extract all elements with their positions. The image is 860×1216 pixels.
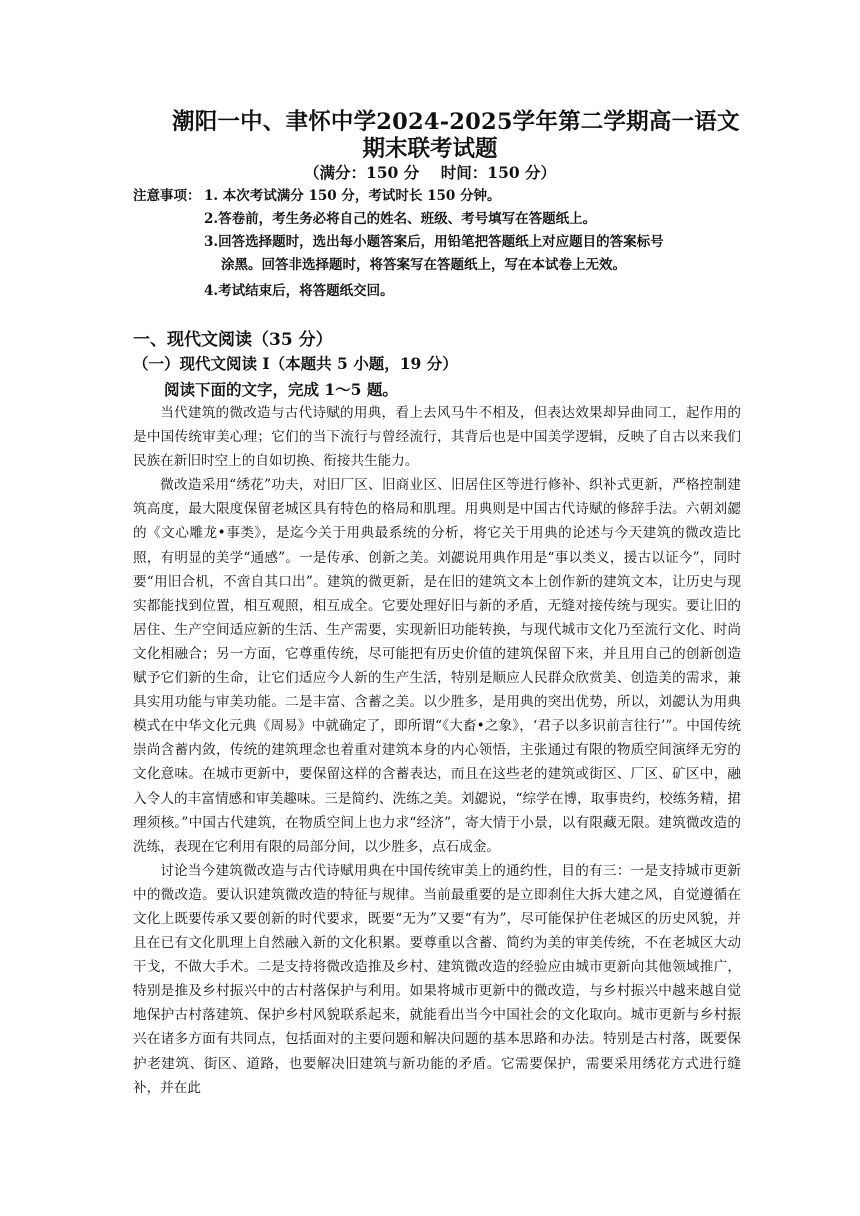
reading-passage [133,401,741,1100]
note-item-3: 3.回答选择题时，选出每小题答案后，用铅笔把答题纸上对应题目的答案标号 [204,234,664,250]
exam-title-line2: 期末联考试题 [362,136,498,162]
passage-paragraph: 当代建筑的微改造与古代诗赋的用典，看上去风马牛不相及，但表达效果却异曲同工，起作用的是中国传统审美心理；它们的当下流行与曾经流行，其背后也是中国美学逻辑，反映了自古以来我们民族在新旧时空上的自如切换、衔接共生能力。 [133,405,741,470]
subsection-heading: （一）现代文阅读 I（本题共 5 小题，19 分） [133,354,458,373]
note-item-4: 4.考试结束后，将答题纸交回。 [204,283,394,299]
section-heading: 一、现代文阅读（35 分） [133,330,333,350]
score-time-info: （满分：150 分 时间：150 分） [303,163,557,182]
passage-paragraph: 讨论当今建筑微改造与古代诗赋用典在中国传统审美上的通约性，目的有三：一是支持城市更新中的微改造。要认识建筑微改造的特征与规律。当前最重要的是立即刹住大拆大建之风，自觉遵循在文化上既要传承又要创新的时代要求，既要“无为”又要“有为”，尽可能保护住老城区的历史风貌，并且在已有文化肌理上自然融入新的文化积累。要尊重以含蓄、简约为美的审美传统，不在老城区大动干戈，不做大手术。二是支持将微改造推及乡村、建筑微改造的经验应由城市更新向其他领域推广，特别是推及乡村振兴中的古村落保护与利用。如果将城市更新中的微改造，与乡村振兴中越来越自觉地保护古村落建筑、保护乡村风貌联系起来，就能看出当今中国社会的文化取向。城市更新与乡村振兴在诸多方面有共同点，包括面对的主要问题和解决问题的基本思路和办法。特别是古村落，既要保护老建筑、街区、道路，也要解决旧建筑与新功能的矛盾。它需要保护，需要采用绣花方式进行缝补，并在此 [133,862,741,1096]
exam-title-line1: 潮阳一中、聿怀中学2024-2025学年第二学期高一语文 [172,109,740,135]
notes-label: 注意事项： [133,188,201,204]
note-item-3-continued: 涂黑。回答非选择题时，将答案写在答题纸上，写在本试卷上无效。 [221,257,626,273]
note-item-2: 2.答卷前，考生务必将自己的姓名、班级、考号填写在答题纸上。 [204,211,597,227]
passage-paragraph: 微改造采用“绣花”功夫，对旧厂区、旧商业区、旧居住区等进行修补、织补式更新，严格控制建筑高度，最大限度保留老城区具有特色的格局和肌理。用典则是中国古代诗赋的修辞手法。六朝刘勰的《文心雕龙•事类》，是迄今关于用典最系统的分析，将它关于用典的论述与今天建筑的微改造比照，有明显的美学“通感”。一是传承、创新之美。刘勰说用典作用是“事以类义，援古以证今”，同时要“用旧合机，不啻自其口出”。建筑的微更新，是在旧的建筑文本上创作新的建筑文本，让历史与现实都能找到位置，相互观照，相互成全。它要处理好旧与新的矛盾，无缝对接传统与现实。要让旧的居住、生产空间适应新的生活、生产需要，实现新旧功能转换，与现代城市文化乃至流行文化、时尚文化相融合；另一方面，它尊重传统，尽可能把有历史价值的建筑保留下来，并且用自己的创新创造赋予它们新的生命，让它们适应今人新的生产生活，特别是顺应人民群众欣赏美、创造美的需求，兼具实用功能与审美功能。二是丰富、含蓄之美。以少胜多，是用典的突出优势，所以，刘勰认为用典模式在中华文化元典《周易》中就确定了，即所谓“《大畜•之象》，‘君子以多识前言往行’”。中国传统崇尚含蓄内敛，传统的建筑理念也着重对建筑本身的内心领悟，主张通过有限的物质空间演绎无穷的文化意味。在城市更新中，要保留这样的含蓄表达，而且在这些老的建筑或街区、厂区、矿区中，融入令人的丰富情感和审美趣味。三是简约、洗练之美。刘勰说，“综学在博，取事贵约，校练务精，捃理须核。”中国古代建筑，在物质空间上也力求“经济”，寄大情于小景，以有限藏无限。建筑微改造的洗练，表现在它利用有限的局部分间，以少胜多，点石成金。 [133,477,741,855]
reading-instruction: 阅读下面的文字，完成 1～5 题。 [164,380,398,399]
note-item-1: 1. 本次考试满分 150 分，考试时长 150 分钟。 [204,188,501,204]
